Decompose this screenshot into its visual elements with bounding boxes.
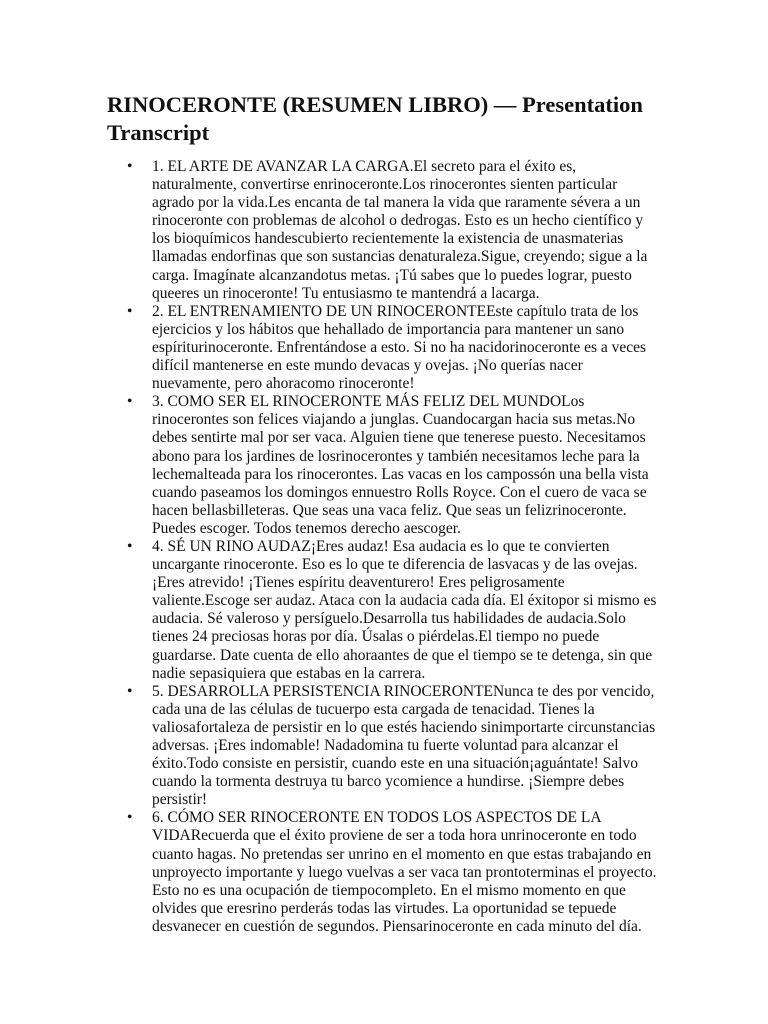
bullet-icon: • bbox=[127, 158, 133, 175]
list-item-text: 2. EL ENTRENAMIENTO DE UN RINOCERONTEEste capítulo trata de los ejercicios y los hábitos que hehallado de importancia para mantener un sano espíriturinoceronte. Enfrentándose a esto. Si no ha nacidorinoceronte es a veces difícil mantenerse en este mundo devacas y ovejas. ¡No querías nacer nuevamente, pero ahoracomo rinoceronte! bbox=[152, 302, 647, 393]
list-item bbox=[107, 303, 663, 393]
page-title: RINOCERONTE (RESUMEN LIBRO) — Presentation Transcript bbox=[107, 92, 643, 145]
list-item-text: 5. DESARROLLA PERSISTENCIA RINOCERONTENunca te des por vencido, cada una de las células de tucuerpo esta cargada de tenacidad. Tienes la valiosafortaleza de persistir en lo que estés haciendo sinimportarte circunstancias adversas. ¡Eres indomable! Nadadomina tu fuerte voluntad para alcanzar el éxito.Todo consiste en persistir, cuando este en una situación¡aguántate! Salvo cuando la tormenta destruya tu barco ycomience a hundirse. ¡Siempre debes persistir! bbox=[152, 682, 656, 809]
list-item bbox=[107, 538, 663, 683]
bullet-icon: • bbox=[127, 302, 133, 320]
bullet-icon: • bbox=[127, 682, 133, 700]
list-item bbox=[107, 683, 663, 810]
list-item-text: 1. EL ARTE DE AVANZAR LA CARGA.El secreto para el éxito es, naturalmente, convertirse enrinoceronte.Los rinocerontes sienten particular agrado por la vida.Les encanta de tal manera la vida que raramente sévera a un rinoceronte con problemas de alcohol o dedrogas. Esto es un hecho científico y los bioquímicos handescubierto recientemente la existencia de unasmaterias llamadas endorfinas que son sustancias denaturaleza.Sigue, creyendo; sigue a la carga. Imagínate alcanzandotus metas. ¡Tú sabes que lo puedes lograr, puesto queeres un rinoceronte! Tu entusiasmo te mantendrá a lacarga. bbox=[152, 158, 648, 302]
list-item bbox=[107, 809, 663, 936]
list-item bbox=[107, 393, 663, 538]
list-item-text: 6. CÓMO SER RINOCERONTE EN TODOS LOS ASPECTOS DE LA VIDARecuerda que el éxito proviene de ser a toda hora unrinoceronte en todo cuanto hagas. No pretendas ser unrino en el momento en que estas trabajando en unproyecto importante y luego vuelvas a ser vaca tan prontoterminas el proyecto. Esto no es una ocupación de tiempocompleto. En el mismo momento en que olvides que eresrino perderás todas las virtudes. La oportunidad se tepuede desvanecer en cuestión de segundos. Piensarinoceronte en cada minuto del día. bbox=[152, 809, 657, 935]
bullet-icon: • bbox=[127, 809, 133, 827]
list-item-text: 3. COMO SER EL RINOCERONTE MÁS FELIZ DEL MUNDOLos rinocerontes son felices viajando a junglas. Cuandocargan hacia sus metas.No debes sentirte mal por ser vaca. Alguien tiene que tenerese puesto. Necesitamos abono para los jardines de losrinocerontes y también necesitamos leche para la lechemalteada para los rinocerontes. Las vacas en los campossón una bella vista cuando paseamos los domingos ennuestro Rolls Royce. Con el cuero de vaca se hacen bellasbilleteras. Que seas una vaca feliz. Que seas un felizrinoceronte. Puedes escoger. Todos tenemos derecho aescoger. bbox=[152, 393, 649, 537]
bullet-icon: • bbox=[127, 393, 133, 411]
transcript-list bbox=[107, 158, 663, 936]
list-item-text: 4. SÉ UN RINO AUDAZ¡Eres audaz! Esa audacia es lo que te convierten uncargante rinoceronte. Eso es lo que te diferencia de lasvacas y de las ovejas. ¡Eres atrevido! ¡Tienes espíritu deaventurero! Eres peligrosamente valiente.Escoge ser audaz. Ataca con la audacia cada día. El éxitopor si mismo es audacia. Sé valeroso y persíguelo.Desarrolla tus habilidades de audacia.Solo tienes 24 preciosas horas por día. Úsalas o piérdelas.El tiempo no puede guardarse. Date cuenta de ello ahoraantes de que el tiempo se te detenga, sin que nadie sepasiquiera que estabas en la carrera. bbox=[152, 537, 657, 682]
list-item bbox=[107, 158, 663, 303]
bullet-icon: • bbox=[127, 537, 133, 555]
